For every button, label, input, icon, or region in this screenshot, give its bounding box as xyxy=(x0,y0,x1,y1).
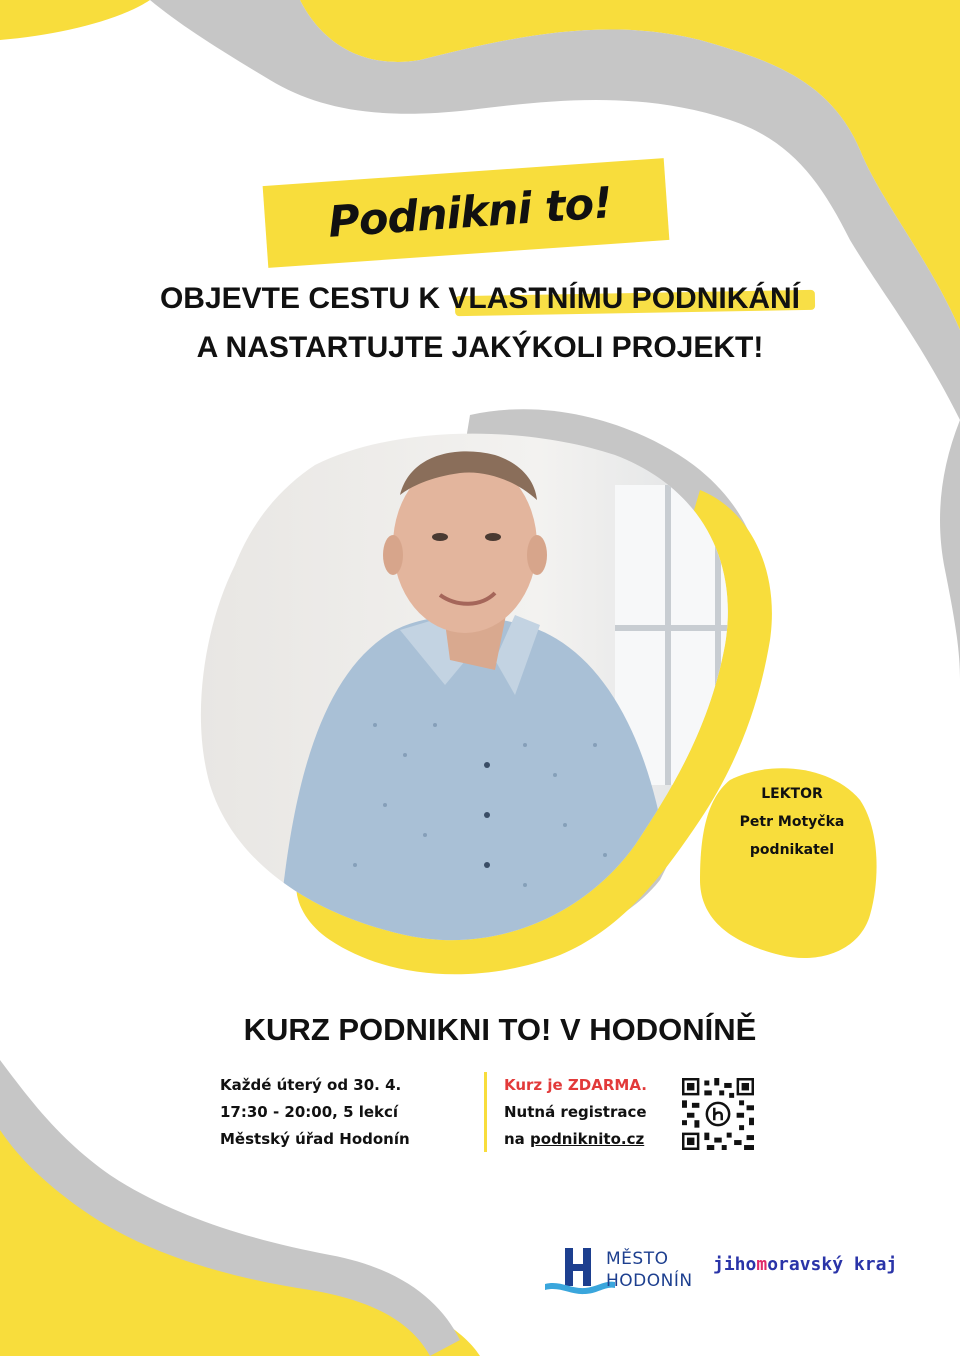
registration-link[interactable]: podniknito.cz xyxy=(530,1130,645,1148)
right-gray-band xyxy=(940,420,960,680)
course-registration xyxy=(504,1072,684,1153)
schedule-line-1: Každé úterý od 30. 4. xyxy=(220,1076,402,1094)
course-title: KURZ PODNIKNI TO! V HODONÍNĚ xyxy=(243,1012,757,1047)
headline-line-1: OBJEVTE CESTU K VLASTNÍMU PODNIKÁNÍ xyxy=(159,282,801,315)
lector-name: Petr Motyčka xyxy=(739,814,845,830)
headline-line-2: A NASTARTUJTE JAKÝKOLI PROJEKT! xyxy=(196,331,764,364)
hodonin-line-1: MĚSTO xyxy=(606,1249,669,1269)
lector-box xyxy=(712,780,872,864)
registration-link-row xyxy=(504,1126,684,1153)
registration-note: Nutná registrace xyxy=(504,1103,647,1121)
jmk-logo xyxy=(713,1254,897,1275)
hodonin-line-2: HODONÍN xyxy=(606,1271,693,1291)
info-divider xyxy=(484,1072,487,1152)
left-yellow-slice xyxy=(0,0,150,40)
hodonin-logo-text xyxy=(606,1248,693,1292)
qr-code-icon[interactable] xyxy=(682,1078,754,1150)
jmk-part-2: m xyxy=(756,1254,768,1275)
free-note: Kurz je ZDARMA. xyxy=(504,1076,647,1094)
lector-label: LEKTOR xyxy=(761,786,823,802)
course-schedule xyxy=(220,1072,480,1153)
poster-title: Podnikni to! xyxy=(326,178,614,248)
jmk-part-1: jiho xyxy=(713,1254,757,1275)
lector-role: podnikatel xyxy=(749,842,835,858)
schedule-line-3: Městský úřad Hodonín xyxy=(220,1130,410,1148)
link-prefix: na xyxy=(504,1130,531,1148)
jmk-part-3: oravský kraj xyxy=(767,1254,898,1275)
schedule-line-2: 17:30 - 20:00, 5 lekcí xyxy=(220,1103,399,1121)
lecturer-photo xyxy=(195,425,770,975)
